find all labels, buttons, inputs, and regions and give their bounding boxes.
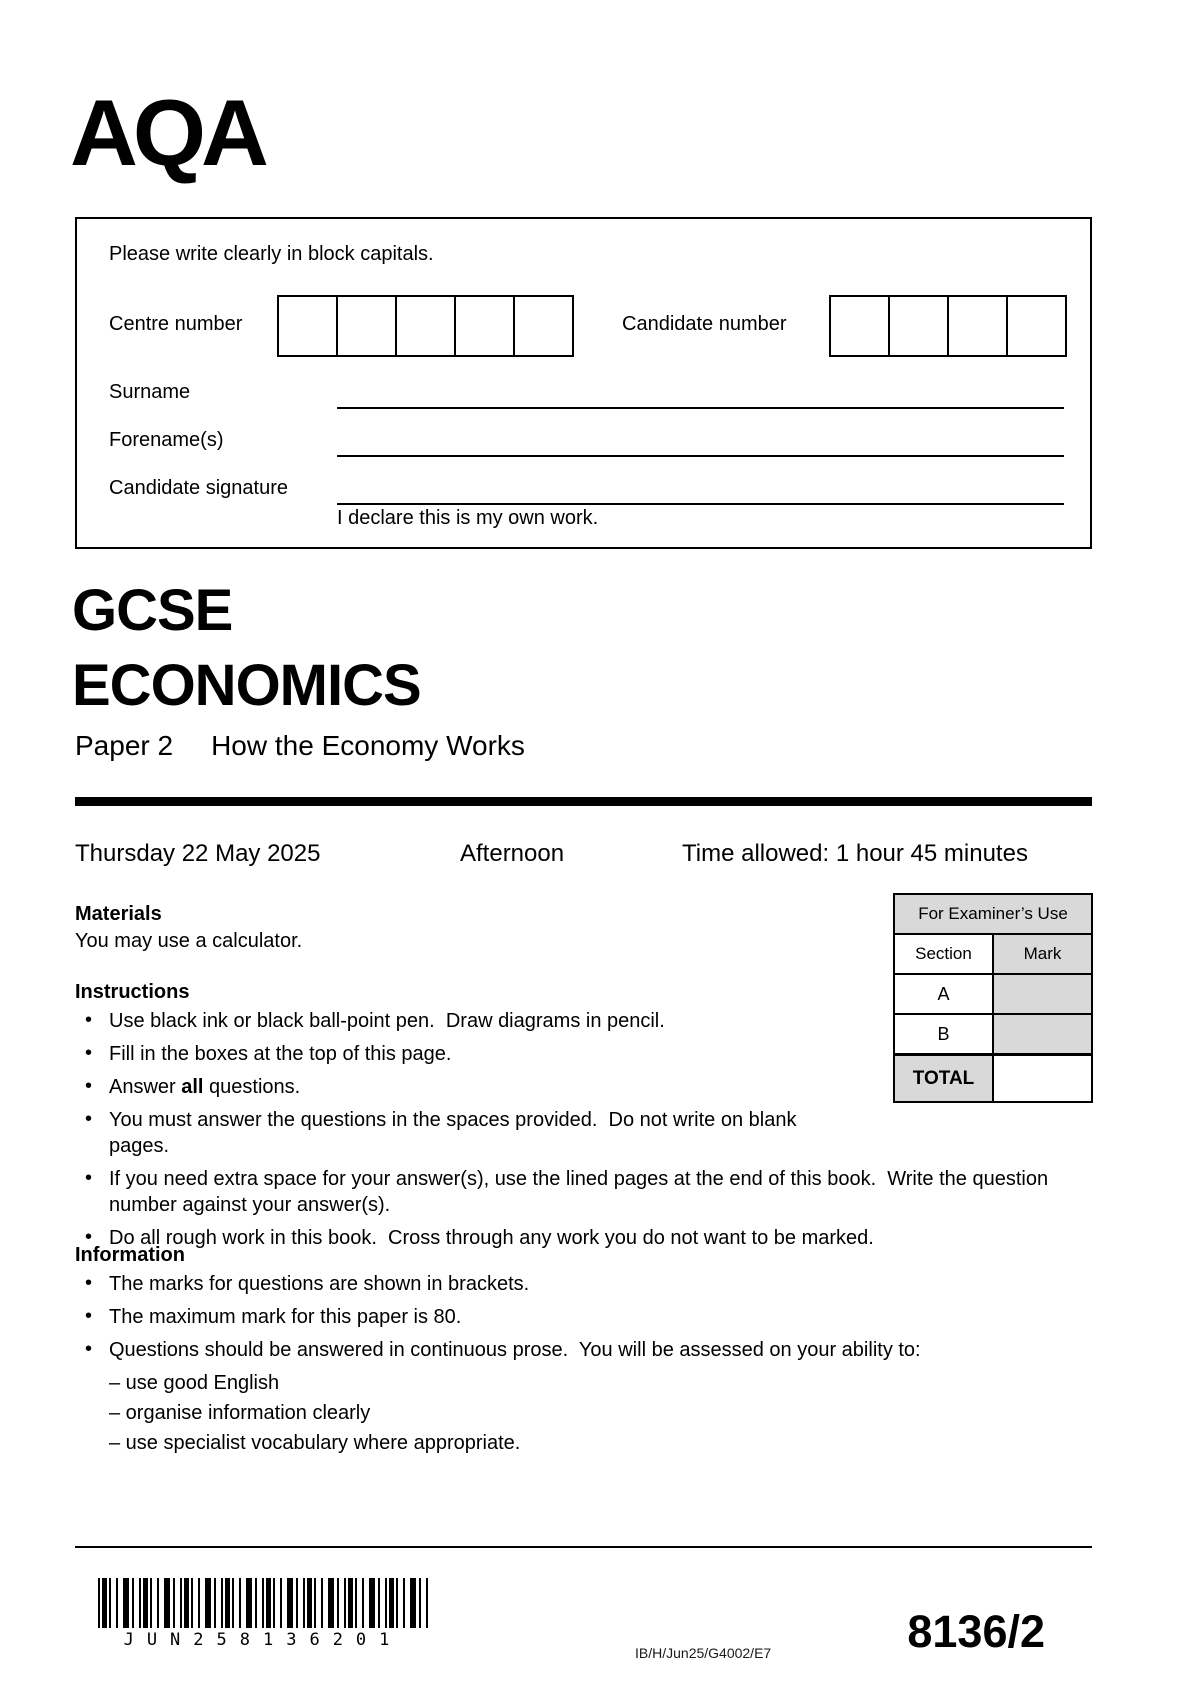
centre-number-label: Centre number	[109, 313, 243, 335]
materials-body: You may use a calculator.	[75, 930, 303, 952]
total-label: TOTAL	[894, 1055, 993, 1103]
candidate-number-cell[interactable]	[947, 295, 1008, 357]
information-sub-item: – use specialist vocabulary where appropriate.	[109, 1432, 521, 1454]
exam-session: Afternoon	[460, 840, 565, 867]
candidate-number-cells	[829, 295, 1067, 357]
information-list	[75, 1271, 1075, 1460]
barcode	[98, 1578, 428, 1628]
exam-date: Thursday 22 May 2025	[75, 840, 321, 867]
aqa-logo: AQA	[70, 80, 264, 185]
information-sub-item: – use good English	[109, 1372, 280, 1394]
candidate-number-cell[interactable]	[829, 295, 890, 357]
instruction-item: • If you need extra space for your answer(s), use the lined pages at the end of this book. Write the question number against your answer(s).	[75, 1166, 1075, 1218]
footer-reference-code: IB/H/Jun25/G4002/E7	[635, 1645, 772, 1661]
information-item: • The marks for questions are shown in brackets.	[75, 1271, 1075, 1297]
signature-label: Candidate signature	[109, 477, 289, 499]
section-column-header: Section	[894, 934, 993, 974]
barcode-text: JUN258136201	[123, 1630, 403, 1650]
centre-number-cells	[277, 295, 574, 357]
instruction-item: • You must answer the questions in the spaces provided. Do not write on blank pages.	[75, 1107, 809, 1159]
paper-code: 8136/2	[907, 1606, 1045, 1657]
surname-line[interactable]	[337, 407, 1064, 409]
examiner-table-title: For Examiner’s Use	[894, 894, 1092, 934]
forenames-label: Forename(s)	[109, 429, 224, 451]
total-mark-cell[interactable]	[993, 1055, 1092, 1103]
signature-line[interactable]	[337, 503, 1064, 505]
surname-label: Surname	[109, 381, 191, 403]
examiner-use-table	[893, 893, 1093, 1103]
instruction-item: • Fill in the boxes at the top of this page.	[75, 1041, 1075, 1067]
information-item: • Questions should be answered in continuous prose. You will be assessed on your ability to:	[75, 1337, 1075, 1363]
paper-number: Paper 2	[75, 730, 174, 761]
instruction-item: • Do all rough work in this book. Cross through any work you do not want to be marked.	[75, 1225, 1075, 1251]
centre-number-cell[interactable]	[454, 295, 515, 357]
section-a-label: A	[894, 974, 993, 1014]
candidate-number-cell[interactable]	[1006, 295, 1067, 357]
section-b-label: B	[894, 1014, 993, 1055]
centre-number-cell[interactable]	[395, 295, 456, 357]
qualification-title: GCSE	[72, 578, 233, 643]
information-heading: Information	[75, 1244, 185, 1266]
subject-title: ECONOMICS	[72, 653, 421, 718]
candidate-number-cell[interactable]	[888, 295, 949, 357]
centre-number-cell[interactable]	[277, 295, 338, 357]
block-capitals-note: Please write clearly in block capitals.	[109, 243, 434, 265]
candidate-number-label: Candidate number	[622, 313, 787, 335]
forenames-line[interactable]	[337, 455, 1064, 457]
instruction-item: • Answer all questions.	[75, 1074, 1075, 1100]
materials-heading: Materials	[75, 903, 162, 925]
centre-number-cell[interactable]	[513, 295, 574, 357]
paper-name: How the Economy Works	[211, 730, 525, 761]
centre-number-cell[interactable]	[336, 295, 397, 357]
section-a-mark-cell[interactable]	[993, 974, 1092, 1014]
section-b-mark-cell[interactable]	[993, 1014, 1092, 1055]
mark-column-header: Mark	[993, 934, 1092, 974]
information-item: • The maximum mark for this paper is 80.	[75, 1304, 1075, 1330]
paper-title-line	[75, 730, 525, 762]
candidate-details-box	[75, 217, 1092, 549]
instructions-heading: Instructions	[75, 981, 190, 1003]
information-sub-item: – organise information clearly	[109, 1402, 371, 1424]
instruction-item: • Use black ink or black ball-point pen. Draw diagrams in pencil.	[75, 1008, 1075, 1034]
title-divider-rule	[75, 797, 1092, 806]
footer-divider-rule	[75, 1546, 1092, 1548]
time-allowed: Time allowed: 1 hour 45 minutes	[682, 840, 1028, 867]
declaration-text: I declare this is my own work.	[337, 507, 599, 529]
